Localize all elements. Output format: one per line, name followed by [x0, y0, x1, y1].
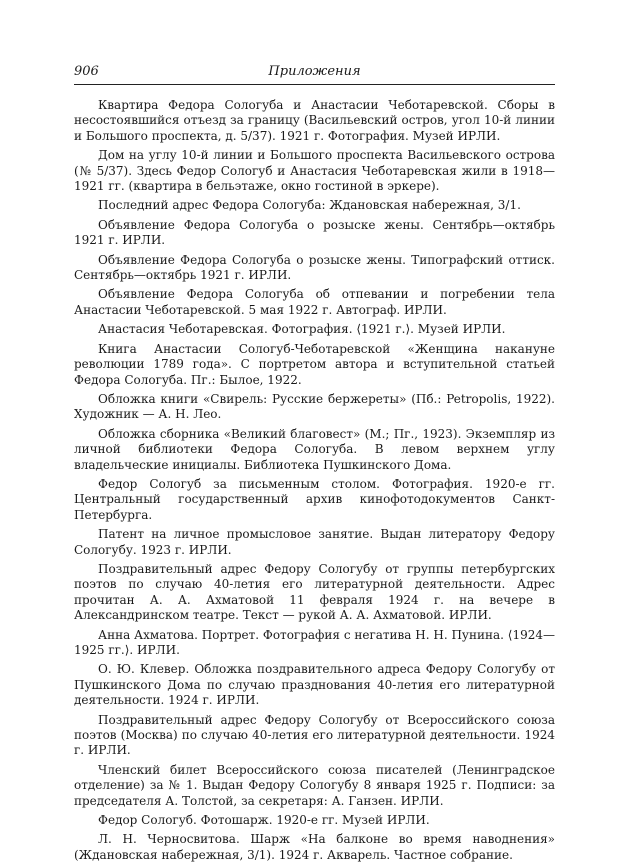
page-number: 906 — [74, 64, 99, 79]
list-item: Объявление Федора Сологуба об отпевании и погребении тела Анастасии Чеботаревской. 5 мая 1922 г. Автограф. ИРЛИ. — [74, 287, 555, 317]
list-item: Квартира Федора Сологуба и Анастасии Чеботаревской. Сборы в несостоявшийся отъезд за границу (Васильевский остров, угол 10-й линии и Большого проспекта, д. 5/37). 1921 г. Фотография. Музей ИРЛИ. — [74, 98, 555, 143]
list-item: Анна Ахматова. Портрет. Фотография с негатива Н. Н. Пунина. ⟨1924—1925 гг.⟩. ИРЛИ. — [74, 627, 555, 657]
list-item: О. Ю. Клевер. Обложка поздравительного адреса Федору Сологубу от Пушкинского Дома по случаю празднования 40-летия его литературной деятельности. 1924 г. ИРЛИ. — [74, 662, 555, 708]
list-item: Дом на углу 10-й линии и Большого проспекта Васильевского острова (№ 5/37). Здесь Федор Сологуб и Анастасия Чеботаревская жили в 1918—1921 гг. (квартира в бельэтаже, окно гостиной в эркере). — [74, 148, 555, 194]
list-item: Федор Сологуб. Фотошарж. 1920-е гг. Музей ИРЛИ. — [98, 813, 430, 828]
running-title: Приложения — [268, 64, 361, 79]
list-item: Объявление Федора Сологуба о розыске жены. Типографский оттиск. Сентябрь—октябрь 1921 г. ИРЛИ. — [74, 252, 555, 283]
list-item: Патент на личное промысловое занятие. Выдан литератору Федору Сологубу. 1923 г. ИРЛИ. — [74, 527, 555, 557]
list-item: Последний адрес Федора Сологуба: Ждановская набережная, 3/1. — [98, 198, 521, 213]
list-item: Книга Анастасии Сологуб-Чеботаревской «Женщина накануне революции 1789 года». С портретом автора и вступительной статьей Федора Сологуба. Пг.: Былое, 1922. — [74, 341, 555, 387]
list-item: Обложка книги «Свирель: Русские бержереты» (Пб.: Petropolis, 1922). Художник — А. Н. Лео. — [74, 391, 555, 422]
list-item: Членский билет Всероссийского союза писателей (Ленинградское отделение) за № 1. Выдан Федору Сологубу 8 января 1925 г. Подписи: за председателя А. Толстой, за секретаря: А. Ганзен. ИРЛИ. — [74, 762, 555, 808]
list-item: Поздравительный адрес Федору Сологубу от группы петербургских поэтов по случаю 40-летия его литературной деятельности. Адрес прочитан А. А. Ахматовой 11 февраля 1924 г. на вечере в Александринском театре. Текст — рукой А. А. Ахматовой. ИРЛИ. — [74, 561, 555, 623]
list-item: Объявление Федора Сологуба о розыске жены. Сентябрь—октябрь 1921 г. ИРЛИ. — [74, 217, 555, 248]
header-rule — [74, 84, 555, 85]
list-item: Л. Н. Черносвитова. Шарж «На балконе во время наводнения» (Ждановская набережная, 3/1). 1924 г. Акварель. Частное собрание. — [74, 832, 555, 862]
list-item: Обложка сборника «Великий благовест» (М.; Пг., 1923). Экземпляр из личной библиотеки Федора Сологуба. В левом верхнем углу владельческие инициалы. Библиотека Пушкинского Дома. — [74, 426, 555, 472]
list-item: Федор Сологуб за письменным столом. Фотография. 1920-е гг. Центральный государственный архив кинофотодокументов Санкт-Петербурга. — [74, 476, 555, 522]
page-header — [74, 58, 555, 84]
list-item: Поздравительный адрес Федору Сологубу от Всероссийского союза поэтов (Москва) по случаю 40-летия его литературной деятельности. 1924 г. ИРЛИ. — [74, 712, 555, 758]
illustrations-list — [74, 98, 555, 867]
list-item: Анастасия Чеботаревская. Фотография. ⟨1921 г.⟩. Музей ИРЛИ. — [98, 322, 506, 337]
